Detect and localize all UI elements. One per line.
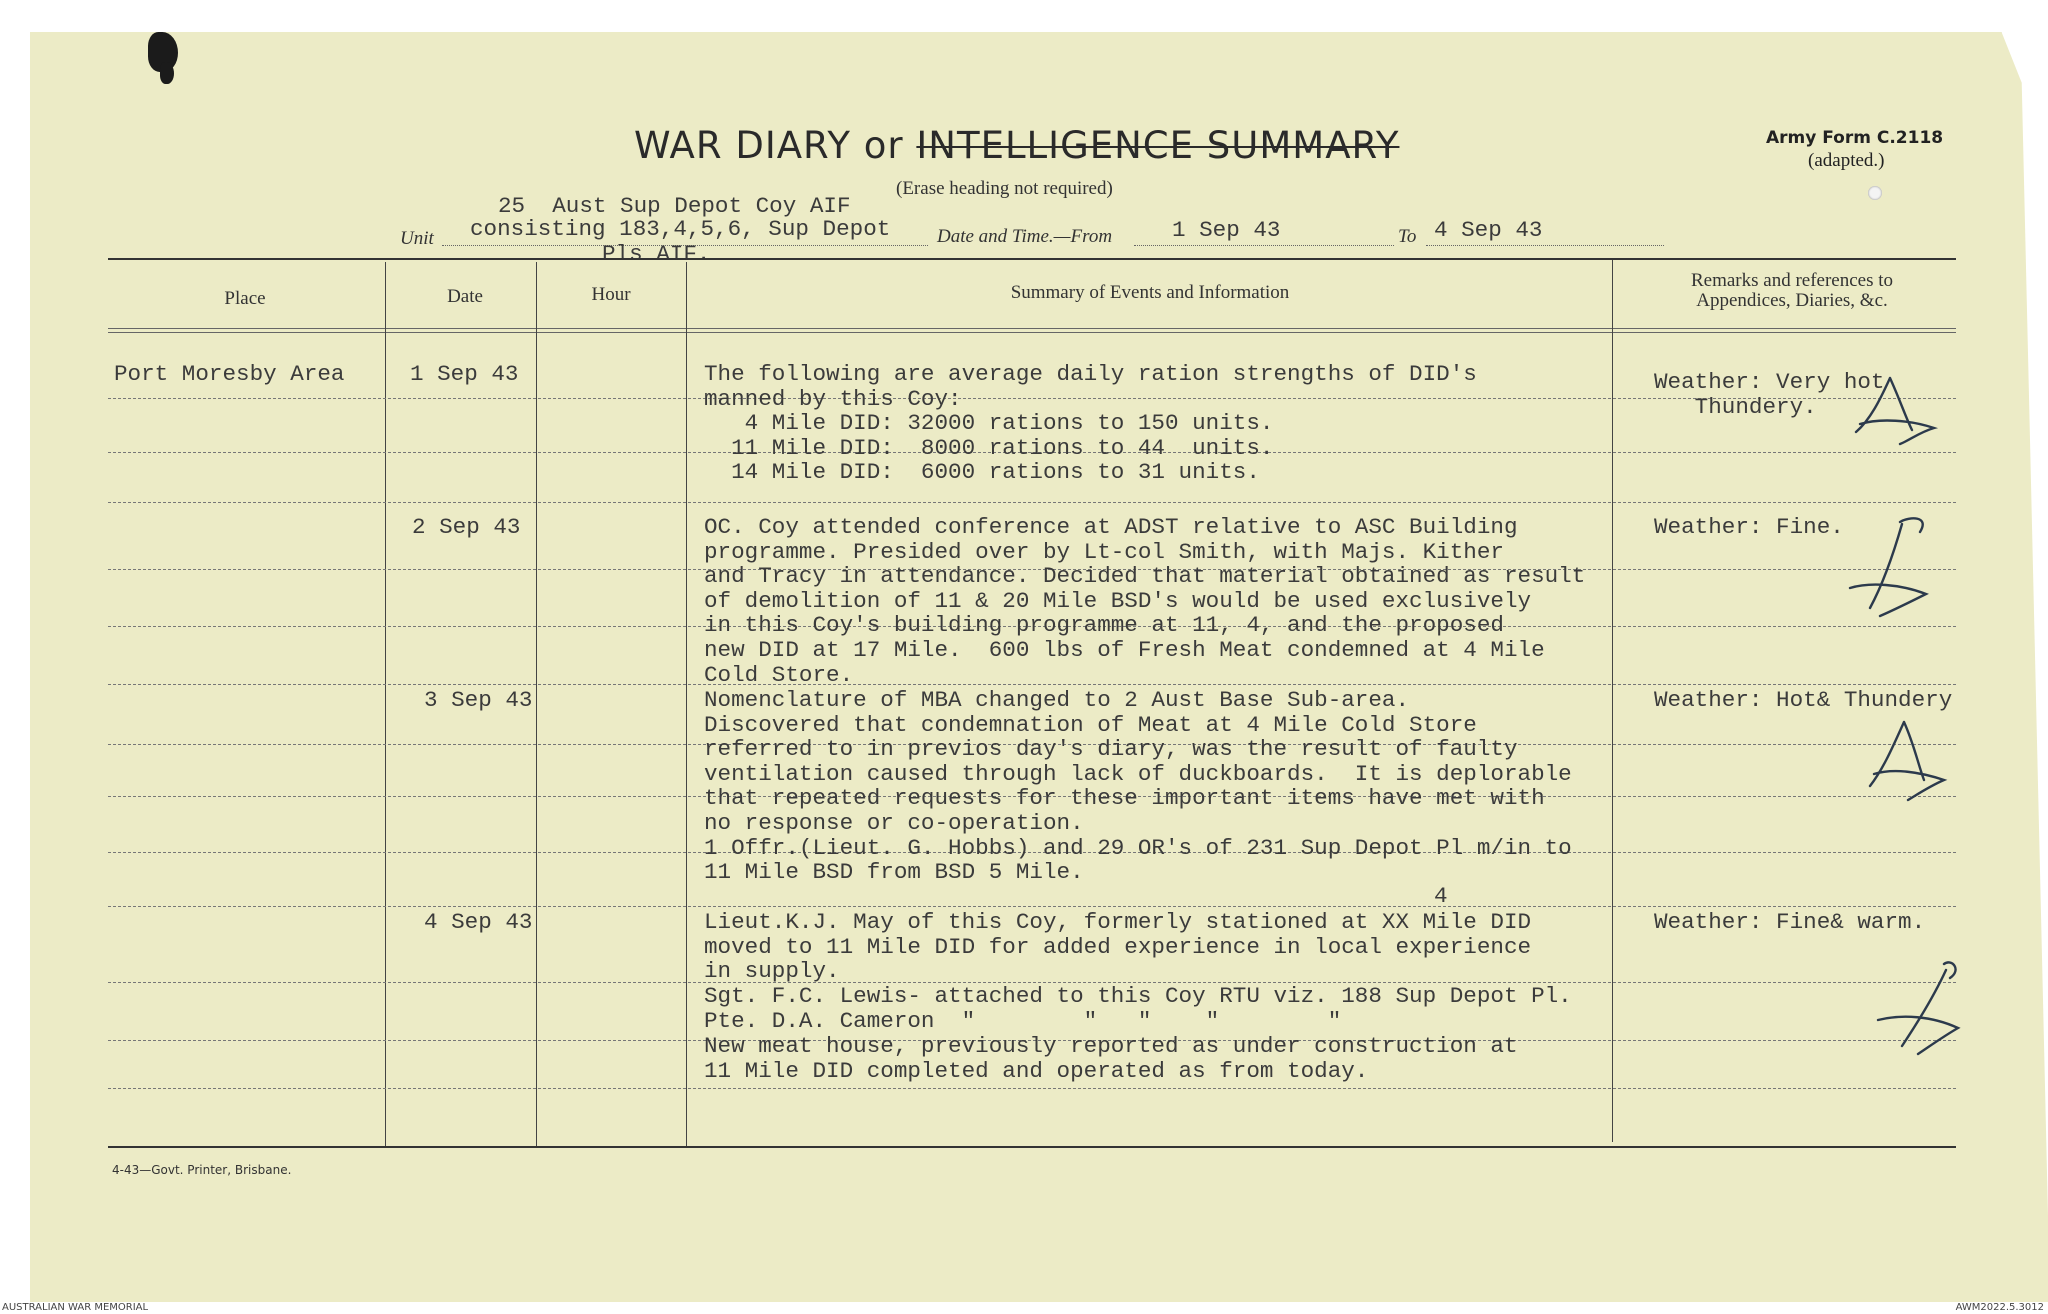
entry-summary-6: New meat house, previously reported as under construction at 11 Mile DID completed and operated as from today. — [704, 1033, 1518, 1084]
entry-remark-4: Weather: Fine& warm. — [1654, 909, 1926, 935]
entry-summary-5: Sgt. F.C. Lewis- attached to this Coy RTU viz. 188 Sup Depot Pl. Pte. D.A. Cameron " " " " " — [704, 983, 1572, 1034]
unit-line-2: consisting 183,4,5,6, Sup Depot — [470, 216, 891, 242]
unit-label: Unit — [400, 228, 434, 249]
to-label: To — [1398, 226, 1417, 247]
ruled-line — [108, 1088, 1956, 1089]
archive-caption-bar — [0, 1302, 2048, 1314]
ruled-line — [108, 502, 1956, 503]
to-dotline — [1426, 245, 1664, 246]
column-header-date: Date — [447, 286, 483, 307]
entry-summary-3: Nomenclature of MBA changed to 2 Aust Base Sub-area. Discovered that condemnation of Meat at 4 Mile Cold Store referred to in previos day's diary, was the result of faulty ventilation caused through lack of duckboards. It is deplorable that repeated requests for these important items have met with no response or co-operation. 1 Offr.(Lieut. G. Hobbs) and 29 OR's of 231 Sup Depot Pl m/in to 11 Mile BSD from BSD 5 Mile. — [704, 687, 1572, 886]
source-reference-number: AWM2022.5.3012 — [1955, 1302, 2044, 1313]
punch-hole — [1868, 186, 1882, 200]
page-title — [634, 124, 1399, 167]
column-header-place: Place — [224, 288, 266, 309]
entry-summary-4: Lieut.K.J. May of this Coy, formerly stationed at XX Mile DID moved to 11 Mile DID for added experience in local experience in supply. — [704, 909, 1532, 985]
entry-remark-1: Weather: Very hot Thundery. — [1654, 369, 1885, 420]
column-header-remarks-1: Remarks and references to — [1690, 270, 1894, 291]
army-form-number: Army Form C.2118 — [1766, 128, 1944, 148]
column-header-summary: Summary of Events and Information — [1010, 282, 1290, 303]
entry-remark-2: Weather: Fine. — [1654, 514, 1844, 540]
column-header-remarks-2: Appendices, Diaries, &c. — [1696, 290, 1888, 311]
erase-heading-note: (Erase heading not required) — [896, 178, 1113, 199]
entry-summary-4-insert: 4 — [1434, 883, 1448, 909]
printer-imprint: 4-43—Govt. Printer, Brisbane. — [112, 1163, 292, 1177]
handwritten-initial-signature — [1850, 370, 1940, 450]
unit-line-3: Pls AIF. — [602, 241, 711, 267]
table-bottom-border — [108, 1146, 1956, 1148]
date-time-label: Date and Time.—From — [937, 226, 1113, 247]
table-top-border — [108, 258, 1956, 260]
army-form-adapted: (adapted.) — [1808, 150, 1885, 171]
handwritten-initial-signature — [1872, 956, 1964, 1060]
column-divider-place — [385, 262, 386, 1146]
date-to: 4 Sep 43 — [1434, 217, 1543, 243]
entry-date-3: 3 Sep 43 — [424, 687, 533, 713]
ink-blot-mark — [160, 62, 174, 84]
entry-summary-2: OC. Coy attended conference at ADST relative to ASC Building programme. Presided over by Lt-col Smith, with Majs. Kither and Tracy in attendance. Decided that material obtained as result of demolition of 11 & 20 Mile BSD's would be used exclusively in this Coy's building programme at 11, 4, and the proposed new DID at 17 Mile. 600 lbs of Fresh Meat condemned at 4 Mile Cold Store. — [704, 514, 1586, 688]
ruled-line — [108, 906, 1956, 907]
entry-date-2: 2 Sep 43 — [412, 514, 521, 540]
handwritten-initial-signature — [1840, 512, 1940, 622]
entry-summary-1: The following are average daily ration strengths of DID's manned by this Coy: 4 Mile DID: 32000 rations to 150 units. 11 Mile DID: 8000 rations to 44 units. 14 Mile DID: 6000 rations to 31 units. — [704, 361, 1477, 486]
entry-place: Port Moresby Area — [114, 361, 345, 387]
entry-date-1: 1 Sep 43 — [410, 361, 519, 387]
title-war-diary: WAR DIARY or — [634, 124, 917, 167]
entry-remark-3: Weather: Hot& Thundery — [1654, 687, 1953, 713]
title-struck-intelligence-summary: INTELLIGENCE SUMMARY — [916, 124, 1400, 167]
column-divider-hour — [686, 262, 687, 1146]
unit-line-1: 25 Aust Sup Depot Coy AIF — [498, 193, 851, 219]
column-divider-summary — [1612, 260, 1613, 1142]
from-dotline — [1134, 245, 1394, 246]
entry-date-4: 4 Sep 43 — [424, 909, 533, 935]
source-institution: AUSTRALIAN WAR MEMORIAL — [2, 1302, 149, 1313]
date-from: 1 Sep 43 — [1172, 217, 1281, 243]
column-header-hour: Hour — [591, 284, 631, 305]
column-divider-date — [536, 262, 537, 1146]
handwritten-initial-signature — [1860, 714, 1950, 804]
